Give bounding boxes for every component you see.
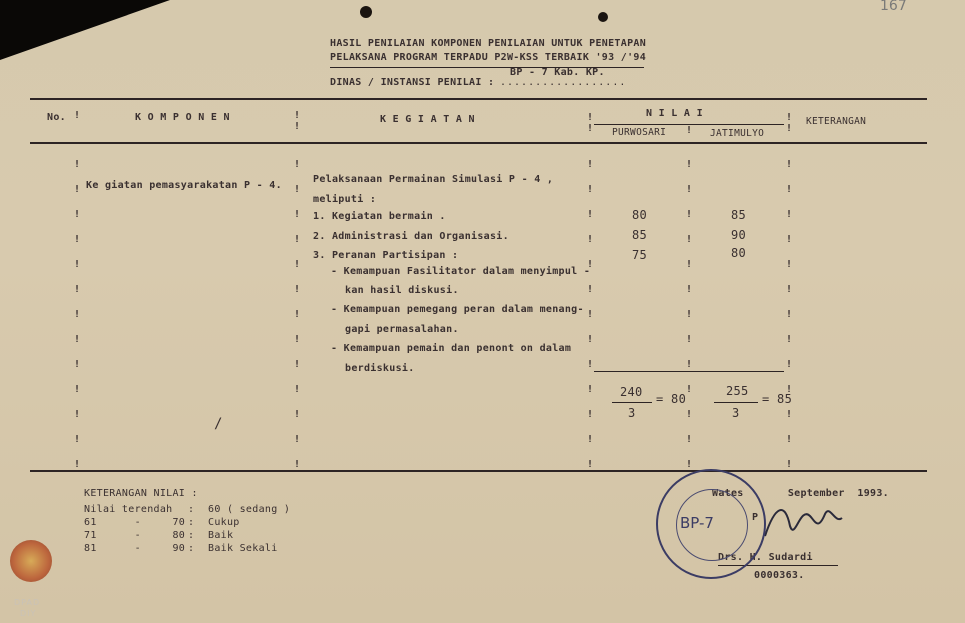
watermark-line-2: DIY	[20, 609, 37, 618]
score-jatimulyo-3: 80	[731, 246, 747, 260]
legend-label: 60 ( sedang )	[208, 504, 291, 515]
kegiatan-line: Pelaksanaan Permainan Simulasi P - 4 ,	[313, 174, 554, 185]
header-kegiatan: K E G I A T A N	[380, 114, 475, 125]
komponen-cell: Ke giatan pemasyarakatan P - 4.	[86, 180, 282, 191]
title-line-1: HASIL PENILAIAN KOMPONEN PENILAIAN UNTUK PENETAPAN	[330, 38, 647, 49]
total-purwosari-denominator: 3	[628, 406, 636, 420]
legend-sep: :	[188, 530, 195, 541]
stamp-center: BP-7	[680, 514, 714, 532]
score-purwosari-2: 85	[632, 228, 648, 242]
dinas-label: DINAS / INSTANSI PENILAI :	[330, 77, 495, 88]
punch-hole-left	[360, 6, 372, 18]
kegiatan-line: 3. Peranan Partisipan :	[313, 250, 459, 261]
kegiatan-line: meliputi :	[313, 194, 377, 205]
table-bottom-rule	[30, 470, 927, 472]
kegiatan-line: berdiskusi.	[345, 363, 415, 374]
page-number: 167	[880, 0, 907, 14]
score-purwosari-3: 75	[632, 248, 648, 262]
signature-scribble	[760, 496, 850, 546]
signature-role-letter: P	[752, 512, 759, 523]
score-jatimulyo-1: 85	[731, 208, 747, 222]
kegiatan-line: - Kemampuan pemegang peran dalam menang-	[331, 304, 584, 315]
total-jatimulyo-denominator: 3	[732, 406, 740, 420]
kegiatan-line: kan hasil diskusi.	[345, 285, 459, 296]
legend-label: Baik Sekali	[208, 543, 278, 554]
header-purwosari: PURWOSARI	[612, 127, 667, 138]
legend-title: KETERANGAN NILAI :	[84, 488, 198, 499]
watermark-line-1: DPAD	[14, 598, 41, 607]
kegiatan-line: - Kemampuan Fasilitator dalam menyimpul -	[331, 266, 591, 277]
header-komponen: K O M P O N E N	[135, 112, 230, 123]
total-purwosari-numerator: 240	[620, 385, 643, 399]
punch-hole-right	[598, 12, 608, 22]
total-jatimulyo-numerator: 255	[726, 384, 749, 398]
table-top-rule	[30, 98, 927, 100]
table-header-rule	[30, 142, 927, 144]
header-jatimulyo: JATIMULYO	[710, 128, 765, 139]
signature-place-date: Wates September 1993.	[712, 488, 889, 499]
dinas-value: BP - 7 Kab. KP.	[510, 67, 605, 78]
total-purwosari-fraction-bar	[612, 402, 652, 403]
legend-sep: :	[188, 517, 195, 528]
signature-name: Drs. H. Sudardi	[718, 552, 813, 563]
kegiatan-line: 1. Kegiatan bermain .	[313, 211, 446, 222]
legend-range: 81 - 90	[84, 543, 186, 554]
kegiatan-line: - Kemampuan pemain dan penont on dalam	[331, 343, 572, 354]
legend-sep: :	[188, 543, 195, 554]
kegiatan-line: gapi permasalahan.	[345, 324, 459, 335]
kegiatan-line: 2. Administrasi dan Organisasi.	[313, 231, 509, 242]
score-jatimulyo-2: 90	[731, 228, 747, 242]
dpad-logo-icon	[10, 540, 52, 582]
header-nilai: N I L A I	[646, 108, 703, 119]
header-keterangan: KETERANGAN	[806, 116, 867, 127]
legend-label: Cukup	[208, 517, 240, 528]
legend-range: 71 - 80	[84, 530, 186, 541]
total-jatimulyo-result: = 85	[762, 392, 793, 406]
header-no: No.	[47, 112, 66, 123]
pen-mark: /	[214, 416, 223, 432]
title-line-2: PELAKSANA PROGRAM TERPADU P2W-KSS TERBAIK '93 /'94	[330, 52, 647, 63]
total-jatimulyo-fraction-bar	[714, 402, 758, 403]
legend-range: 61 - 70	[84, 517, 186, 528]
legend-sep: :	[188, 504, 195, 515]
total-purwosari-result: = 80	[656, 392, 687, 406]
signature-nip: 0000363.	[754, 570, 805, 581]
legend-label: Baik	[208, 530, 234, 541]
dinas-dots: ..................	[500, 77, 627, 88]
legend-range: Nilai terendah	[84, 504, 173, 515]
score-purwosari-1: 80	[632, 208, 648, 222]
